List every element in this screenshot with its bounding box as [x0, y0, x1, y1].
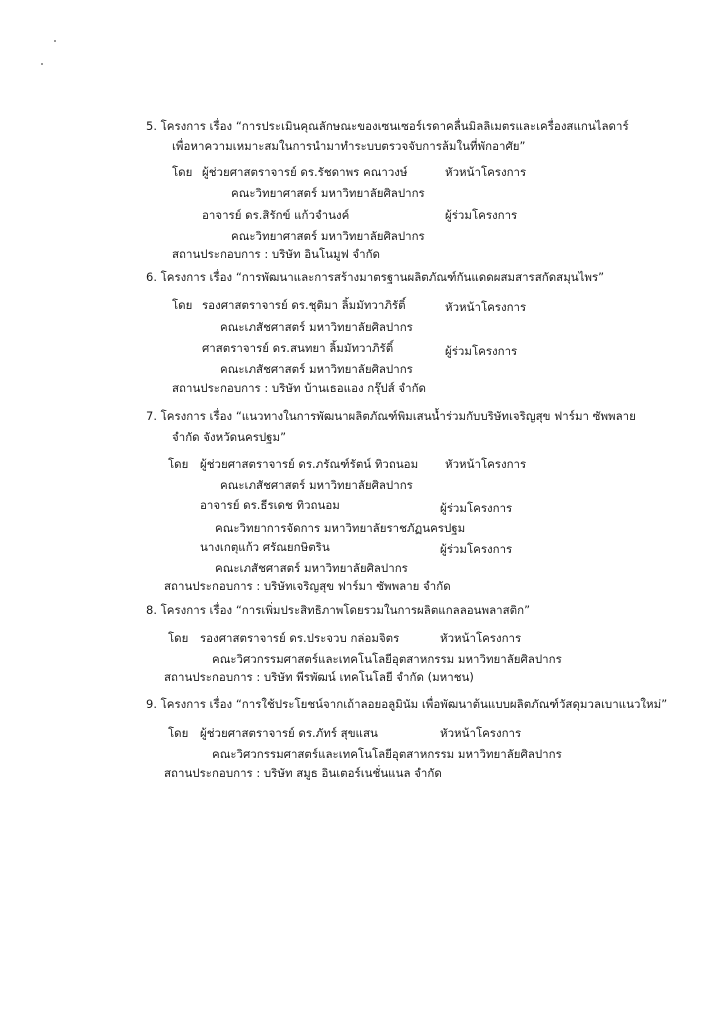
project-5-title-line2: เพื่อหาความเหมาะสมในการนำมาทำระบบตรวจจับการล้มในที่พักอาศัย”	[172, 139, 526, 153]
project-5-person-1-name: ผู้ช่วยศาสตราจารย์ ดร.รัชดาพร คณาวงษ์	[202, 165, 408, 179]
project-7-title-line2: จำกัด จังหวัดนครปฐม”	[172, 430, 287, 444]
project-8-person-1-name: รองศาสตราจารย์ ดร.ประจวบ กล่อมจิตร	[200, 631, 400, 645]
project-7-person-2-name: อาจารย์ ดร.ธีรเดช ทิวถนอม	[200, 498, 340, 512]
project-6-person-1-role: หัวหน้าโครงการ	[445, 300, 527, 314]
project-7-person-3-affiliation: คณะเภสัชศาสตร์ มหาวิทยาลัยศิลปากร	[215, 561, 408, 575]
project-8-title-line1: 8. โครงการ เรื่อง “การเพิ่มประสิทธิภาพโดยรวมในการผลิตแกลลอนพลาสติก”	[146, 603, 531, 617]
project-9-title-line1: 9. โครงการ เรื่อง “การใช้ประโยชน์จากเถ้าลอยอลูมินัม เพื่อพัฒนาต้นแบบผลิตภัณฑ์วัสดุมวลเบาแนวใหม่”	[146, 697, 668, 711]
scan-dot	[54, 40, 56, 42]
project-5-person-2-affiliation: คณะวิทยาศาสตร์ มหาวิทยาลัยศิลปากร	[231, 229, 425, 243]
project-5-person-2-name: อาจารย์ ดร.สิรักข์ แก้วจำนงค์	[202, 208, 350, 222]
project-6-person-1-affiliation: คณะเภสัชศาสตร์ มหาวิทยาลัยศิลปากร	[220, 320, 413, 334]
project-7-title-line1: 7. โครงการ เรื่อง “แนวทางในการพัฒนาผลิตภัณฑ์พิมเสนน้ำร่วมกับบริษัทเจริญสุข ฟาร์มา ซัพพลาย	[146, 409, 636, 423]
scan-dot	[41, 63, 43, 65]
project-5-title-line1: 5. โครงการ เรื่อง “การประเมินคุณลักษณะของเซนเซอร์เรดาคลื่นมิลลิเมตรและเครื่องสแกนไลดาร์	[146, 119, 629, 133]
project-6-person-2-affiliation: คณะเภสัชศาสตร์ มหาวิทยาลัยศิลปากร	[220, 362, 413, 376]
project-7-person-3-name: นางเกตุแก้ว ศรัณยกษิตริน	[200, 540, 330, 554]
project-7-by: โดย	[168, 457, 189, 471]
project-7-person-2-affiliation: คณะวิทยาการจัดการ มหาวิทยาลัยราชภัฏนครปฐม	[215, 521, 466, 535]
project-9-person-1-affiliation: คณะวิศวกรรมศาสตร์และเทคโนโลยีอุตสาหกรรม มหาวิทยาลัยศิลปากร	[212, 747, 562, 761]
project-7-person-3-role: ผู้ร่วมโครงการ	[440, 542, 513, 556]
project-6-company: สถานประกอบการ : บริษัท บ้านเธอแอง กรุ๊ปส์ จำกัด	[172, 381, 427, 395]
project-6-person-2-role: ผู้ร่วมโครงการ	[445, 344, 518, 358]
project-8-person-1-affiliation: คณะวิศวกรรมศาสตร์และเทคโนโลยีอุตสาหกรรม มหาวิทยาลัยศิลปากร	[212, 652, 562, 666]
project-7-person-1-name: ผู้ช่วยศาสตราจารย์ ดร.ภรัณฑ์รัตน์ ทิวถนอม	[200, 457, 419, 471]
project-9-company: สถานประกอบการ : บริษัท สมูธ อินเตอร์เนชั่นแนล จำกัด	[164, 766, 442, 780]
project-6-person-2-name: ศาสตราจารย์ ดร.สนทยา ลิ้มมัทวาภิรัติ์	[202, 341, 394, 355]
project-6-title-line1: 6. โครงการ เรื่อง “การพัฒนาและการสร้างมาตรฐานผลิตภัณฑ์กันแดดผสมสารสกัดสมุนไพร”	[146, 270, 605, 284]
project-5-company: สถานประกอบการ : บริษัท อินโนมูฟ จำกัด	[172, 247, 381, 261]
project-9-person-1-role: หัวหน้าโครงการ	[440, 726, 522, 740]
project-8-by: โดย	[168, 631, 189, 645]
project-9-by: โดย	[168, 726, 189, 740]
project-5-by: โดย	[172, 165, 193, 179]
project-5-person-2-role: ผู้ร่วมโครงการ	[445, 208, 518, 222]
project-5-person-1-affiliation: คณะวิทยาศาสตร์ มหาวิทยาลัยศิลปากร	[231, 186, 425, 200]
project-8-company: สถานประกอบการ : บริษัท พีรพัฒน์ เทคโนโลยี จำกัด (มหาชน)	[164, 670, 474, 684]
project-7-company: สถานประกอบการ : บริษัทเจริญสุข ฟาร์มา ซัพพลาย จำกัด	[164, 579, 451, 593]
project-7-person-1-affiliation: คณะเภสัชศาสตร์ มหาวิทยาลัยศิลปากร	[220, 478, 413, 492]
project-7-person-1-role: หัวหน้าโครงการ	[445, 457, 527, 471]
project-9-person-1-name: ผู้ช่วยศาสตราจารย์ ดร.ภัทร์ สุขแสน	[200, 726, 378, 740]
project-5-person-1-role: หัวหน้าโครงการ	[445, 165, 527, 179]
project-6-person-1-name: รองศาสตราจารย์ ดร.ชุติมา ลิ้มมัทวาภิรัติ์	[202, 298, 406, 312]
project-8-person-1-role: หัวหน้าโครงการ	[440, 631, 522, 645]
project-7-person-2-role: ผู้ร่วมโครงการ	[440, 501, 513, 515]
project-6-by: โดย	[172, 298, 193, 312]
